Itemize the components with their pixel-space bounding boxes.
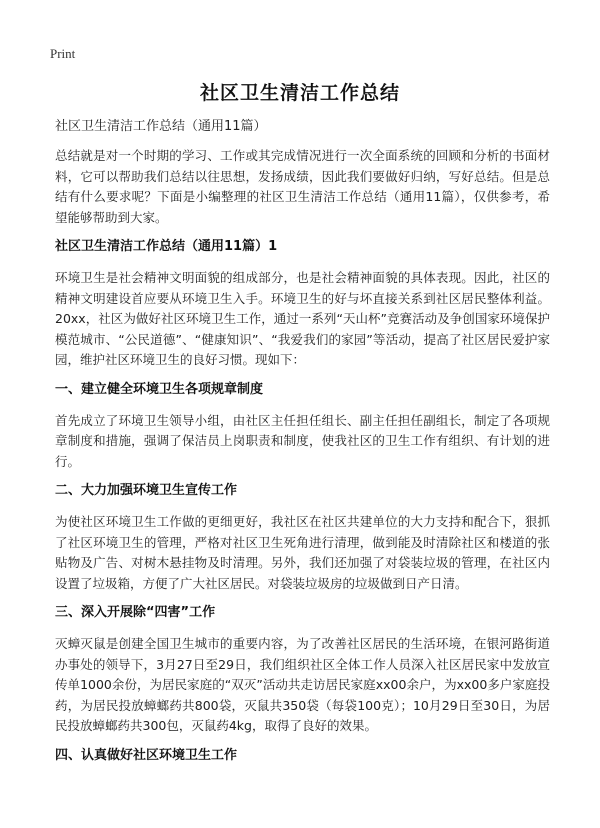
article-subtitle: 社区卫生清洁工作总结（通用11篇） bbox=[55, 119, 267, 134]
section-title: 社区卫生清洁工作总结（通用11篇）1 bbox=[55, 239, 278, 254]
print-link[interactable]: Print bbox=[50, 46, 76, 61]
article-body bbox=[55, 116, 550, 777]
intro-paragraph: 总结就是对一个时期的学习、工作或其完成情况进行一次全面系统的回顾和分析的书面材料，它可以帮助我们总结以往思想，发扬成绩，因此我们要做好归纳，写好总结。但是总结有什么要求呢？下面是小编整理的社区卫生清洁工作总结（通用11篇），仅供参考，希望能够帮助到大家。 bbox=[55, 148, 550, 225]
heading-3: 三、深入开展除“四害”工作 bbox=[55, 605, 216, 620]
page-title: 社区卫生清洁工作总结 bbox=[199, 82, 400, 104]
heading-2: 二、大力加强环境卫生宣传工作 bbox=[55, 483, 238, 498]
heading-4: 四、认真做好社区环境卫生工作 bbox=[55, 747, 238, 763]
paragraph-3: 为使社区环境卫生工作做的更细更好，我社区在社区共建单位的大力支持和配合下，狠抓了社区环境卫生的管理，严格对社区卫生死角进行清理，做到能及时清除社区和楼道的张贴物及广告、对树木悬挂物及时清理。另外，我们还加强了对袋装垃圾的管理，在社区内设置了垃圾箱，方便了广大社区居民。对袋装垃圾房的垃圾做到日产日清。 bbox=[55, 514, 550, 591]
paragraph-2: 首先成立了环境卫生领导小组，由社区主任担任组长、副主任担任副组长，制定了各项规章制度和措施，强调了保洁员上岗职责和制度，使我社区的卫生工作有组织、有计划的进行。 bbox=[55, 412, 550, 469]
paragraph-1: 环境卫生是社会精神文明面貌的组成部分，也是社会精神面貌的具体表现。因此，社区的精神文明建设首应要从环境卫生入手。环境卫生的好与坏直接关系到社区居民整体利益。20xx，社区为做好社区环境卫生工作，通过一系列“天山杯”竞赛活动及争创国家环境保护模范城市、“公民道德”、“健康知识”、“我爱我们的家园”等活动，提高了社区居民爱护家园，维护社区环境卫生的良好习惯。现如下： bbox=[55, 270, 550, 367]
paragraph-4: 灭蟑灭鼠是创建全国卫生城市的重要内容，为了改善社区居民的生活环境，在银河路街道办事处的领导下，3月27日至29日，我们组织社区全体工作人员深入社区居民家中发放宣传单1000余份，为居民家庭的“双灭”活动共走访居民家庭xx00余户，为xx00多户家庭投药，为居民投放蟑螂药共800袋，灭鼠共350袋（每袋100克）；10月29日至30日，为居民投放蟑螂药共300包，灭鼠药4kg，取得了良好的效果。 bbox=[55, 636, 550, 733]
heading-1: 一、建立健全环境卫生各项规章制度 bbox=[55, 381, 264, 397]
